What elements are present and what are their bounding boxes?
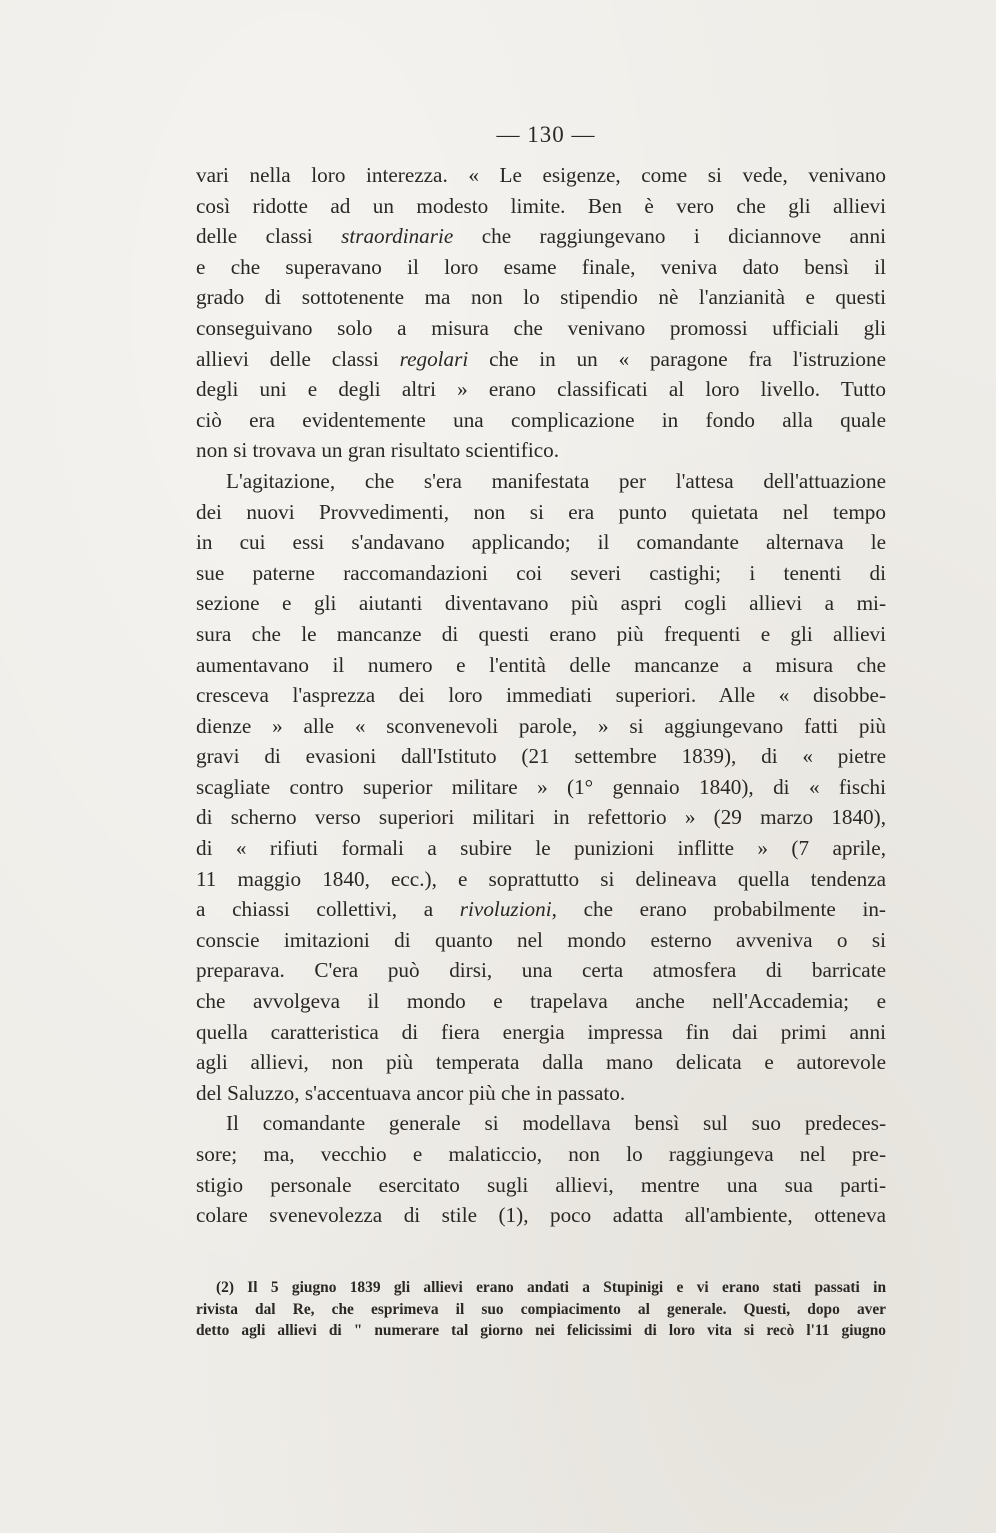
- text-segment: , che erano probabilmente in-: [551, 897, 886, 922]
- text-line: colare svenevolezza di stile (1), poco adatta all'ambiente, otteneva: [196, 1203, 886, 1228]
- text-line: Il comandante generale si modellava bensì sul suo predeces-: [226, 1111, 886, 1136]
- text-line: degli uni e degli altri » erano classificati al loro livello. Tutto: [196, 377, 886, 402]
- text-line: agli allievi, non più temperata dalla mano delicata e autorevole: [196, 1050, 886, 1075]
- paragraph-3: [196, 1108, 886, 1230]
- text-line: vari nella loro interezza. « Le esigenze, come si vede, venivano: [196, 163, 886, 187]
- text-segment: che in un « paragone fra l'istruzione: [468, 346, 886, 371]
- page-number: — 130 —: [496, 122, 596, 147]
- italic-term: regolari: [399, 346, 469, 371]
- italic-term: rivoluzioni: [459, 897, 552, 922]
- footnote-line: detto agli allievi di " numerare tal giorno nei felicissimi di loro vita si recò l'11 giugno: [196, 1322, 886, 1339]
- footnote-line: (2) Il 5 giugno 1839 gli allievi erano andati a Stupinigi e vi erano stati passati in: [216, 1279, 886, 1296]
- text-line: 11 maggio 1840, ecc.), e soprattutto si delineava quella tendenza: [196, 866, 886, 891]
- text-segment: delle classi: [196, 224, 342, 249]
- text-line: sura che le mancanze di questi erano più frequenti e gli allievi: [196, 621, 886, 646]
- text-line: cresceva l'asprezza dei loro immediati superiori. Alle « disobbe-: [196, 683, 886, 708]
- text-line: sezione e gli aiutanti diventavano più aspri cogli allievi a mi-: [196, 591, 886, 616]
- text-line: [196, 221, 886, 252]
- text-line: sue paterne raccomandazioni coi severi castighi; i tenenti di: [196, 560, 886, 585]
- text-line: [196, 344, 886, 375]
- text-line: e che superavano il loro esame finale, veniva dato bensì il: [196, 254, 886, 279]
- text-line: aumentavano il numero e l'entità delle mancanze a misura che: [196, 652, 886, 677]
- text-line: stigio personale esercitato sugli allievi, mentre una sua parti-: [196, 1172, 886, 1197]
- body-text: [196, 160, 886, 1231]
- text-line: conscie imitazioni di quanto nel mondo esterno avveniva o si: [196, 927, 886, 952]
- text-line: non si trovava un gran risultato scientifico.: [196, 438, 560, 463]
- text-segment: allievi delle classi: [196, 346, 400, 371]
- text-segment: a chiassi collettivi, a: [196, 897, 460, 922]
- text-line: grado di sottotenente ma non lo stipendio nè l'anzianità e questi: [196, 285, 886, 310]
- footnote: [196, 1277, 886, 1342]
- text-line: in cui essi s'andavano applicando; il comandante alternava le: [196, 530, 886, 555]
- text-line: preparava. C'era può dirsi, una certa atmosfera di barricate: [196, 958, 886, 983]
- text-line: ciò era evidentemente una complicazione in fondo alla quale: [196, 407, 886, 432]
- text-segment: che raggiungevano i diciannove anni: [453, 224, 887, 249]
- text-line: conseguivano solo a misura che venivano promossi ufficiali gli: [196, 315, 886, 340]
- text-line: sore; ma, vecchio e malaticcio, non lo raggiungeva nel pre-: [196, 1142, 886, 1166]
- text-line: [196, 894, 886, 925]
- text-line: di « rifiuti formali a subire le punizioni inflitte » (7 aprile,: [196, 836, 886, 861]
- text-line: scagliate contro superior militare » (1° gennaio 1840), di « fischi: [196, 774, 886, 799]
- text-line: di scherno verso superiori militari in refettorio » (29 marzo 1840),: [196, 805, 886, 830]
- italic-term: straordinarie: [341, 224, 454, 249]
- footnote-line: rivista dal Re, che esprimeva il suo compiacimento al generale. Questi, dopo aver: [196, 1300, 886, 1318]
- paragraph-1: [196, 160, 886, 466]
- text-line: gravi di evasioni dall'Istituto (21 settembre 1839), di « pietre: [196, 744, 886, 769]
- text-line: quella caratteristica di fiera energia impressa fin dai primi anni: [196, 1019, 886, 1044]
- text-line: che avvolgeva il mondo e trapelava anche nell'Accademia; e: [196, 989, 886, 1014]
- text-line: dei nuovi Provvedimenti, non si era punto quietata nel tempo: [196, 499, 886, 524]
- text-line: del Saluzzo, s'accentuava ancor più che in passato.: [196, 1080, 626, 1105]
- paragraph-2: [196, 466, 886, 1108]
- text-line: così ridotte ad un modesto limite. Ben è vero che gli allievi: [196, 193, 886, 218]
- text-line: dienze » alle « sconvenevoli parole, » si aggiungevano fatti più: [196, 713, 886, 738]
- text-line: L'agitazione, che s'era manifestata per l'attesa dell'attuazione: [226, 468, 886, 493]
